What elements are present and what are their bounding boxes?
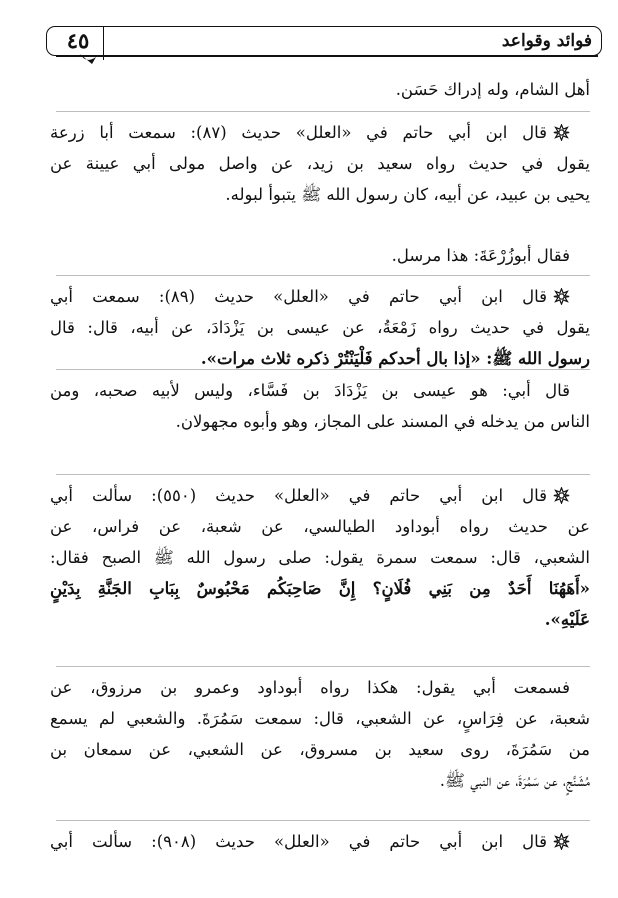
text-line: قال أبي: هو عيسى بن يَزْدَادَ بن فَسَّاء، وليس لأبيه صحبه، ومن [50, 381, 570, 400]
text-line: قال ابن أبي حاتم في «العلل» حديث (٨٩): سمعت أبي [50, 287, 547, 306]
paragraph-continuation [50, 74, 590, 105]
text-line: يقول في حديث رواه زَمْعَةُ، عن عيسى بن يَزْدَادَ، عن أبيه، قال: قال [50, 318, 590, 337]
paragraph-hadith-908 [50, 826, 590, 857]
text-line: عَلَيْهِ». [544, 610, 590, 629]
rosette-ornament-icon [553, 833, 570, 850]
rosette-ornament-icon [553, 124, 570, 141]
running-title: فوائد وقواعد [501, 31, 592, 51]
page-number: ٤٥ [66, 28, 90, 53]
text-line: أهل الشام، وله إدراك حَسَن. [395, 80, 590, 99]
separator [56, 666, 590, 667]
header-rule [56, 55, 598, 57]
rosette-ornament-icon [553, 288, 570, 305]
text-line: يقول في حديث رواه سعيد بن زيد، عن واصل مولى أبي عيينة عن [50, 154, 590, 173]
separator [56, 820, 590, 821]
text-line: عن حديث رواه أبوداود الطيالسي، عن شعبة، عن فراس، عن [50, 517, 590, 536]
text-line: «أَهَهُنَا أَحَدٌ مِن بَنِي فُلَانٍ؟ إِنَّ صَاحِبَكُم مَحْبُوسٌ بِبَابِ الجَنَّةِ بِدَيْنٍ [50, 579, 590, 598]
text-line: قال ابن أبي حاتم في «العلل» حديث (٨٧): سمعت أبا زرعة [50, 123, 547, 142]
separator [56, 111, 590, 112]
rosette-ornament-icon [553, 487, 570, 504]
text-line: فسمعت أبي يقول: هكذا رواه أبوداود وعمرو بن مرزوق، عن [50, 678, 570, 697]
text-line: مُشَنَّجٍ، عن سَمُرَةَ، عن النبي ﷺ. [439, 771, 590, 790]
paragraph-abu-zurah [50, 240, 590, 271]
page-curl-ornament [78, 53, 98, 65]
text-line: قال ابن أبي حاتم في «العلل» حديث (٩٠٨): سألت أبي [50, 832, 547, 851]
paragraph-father-says [50, 672, 590, 796]
separator [56, 474, 590, 475]
paragraph-hadith-87 [50, 117, 590, 210]
text-line: الشعبي، قال: سمعت سمرة يقول: صلى رسول الله ﷺ الصبح فقال: [50, 548, 590, 567]
text-line: فقال أبوزُرْعَةَ: هذا مرسل. [391, 246, 570, 265]
paragraph-hadith-550 [50, 480, 590, 635]
text-line: قال ابن أبي حاتم في «العلل» حديث (٥٥٠): سألت أبي [50, 486, 547, 505]
separator [56, 275, 590, 276]
text-line: الناس من يدخله في المسند على المجاز، وهو وأبوه مجهولان. [175, 412, 590, 431]
text-line: رسول الله ﷺ: «إذا بال أحدكم فَلْيَنْتُرْ ذكره ثلاث مرات». [200, 349, 590, 368]
text-line: شعبة، عن فِرَاسٍ، عن الشعبي، قال: سمعت سَمُرَةَ. والشعبي لم يسمع [50, 709, 590, 728]
text-line: من سَمُرَةَ، روى سعيد بن مسروق، عن الشعبي، عن سمعان بن [50, 740, 590, 759]
paragraph-hadith-89 [50, 281, 590, 374]
paragraph-father-comment [50, 375, 590, 437]
separator [56, 369, 590, 370]
text-line: يحيى بن عبيد، عن أبيه، كان رسول الله ﷺ يتبوأ لبوله. [225, 185, 590, 204]
